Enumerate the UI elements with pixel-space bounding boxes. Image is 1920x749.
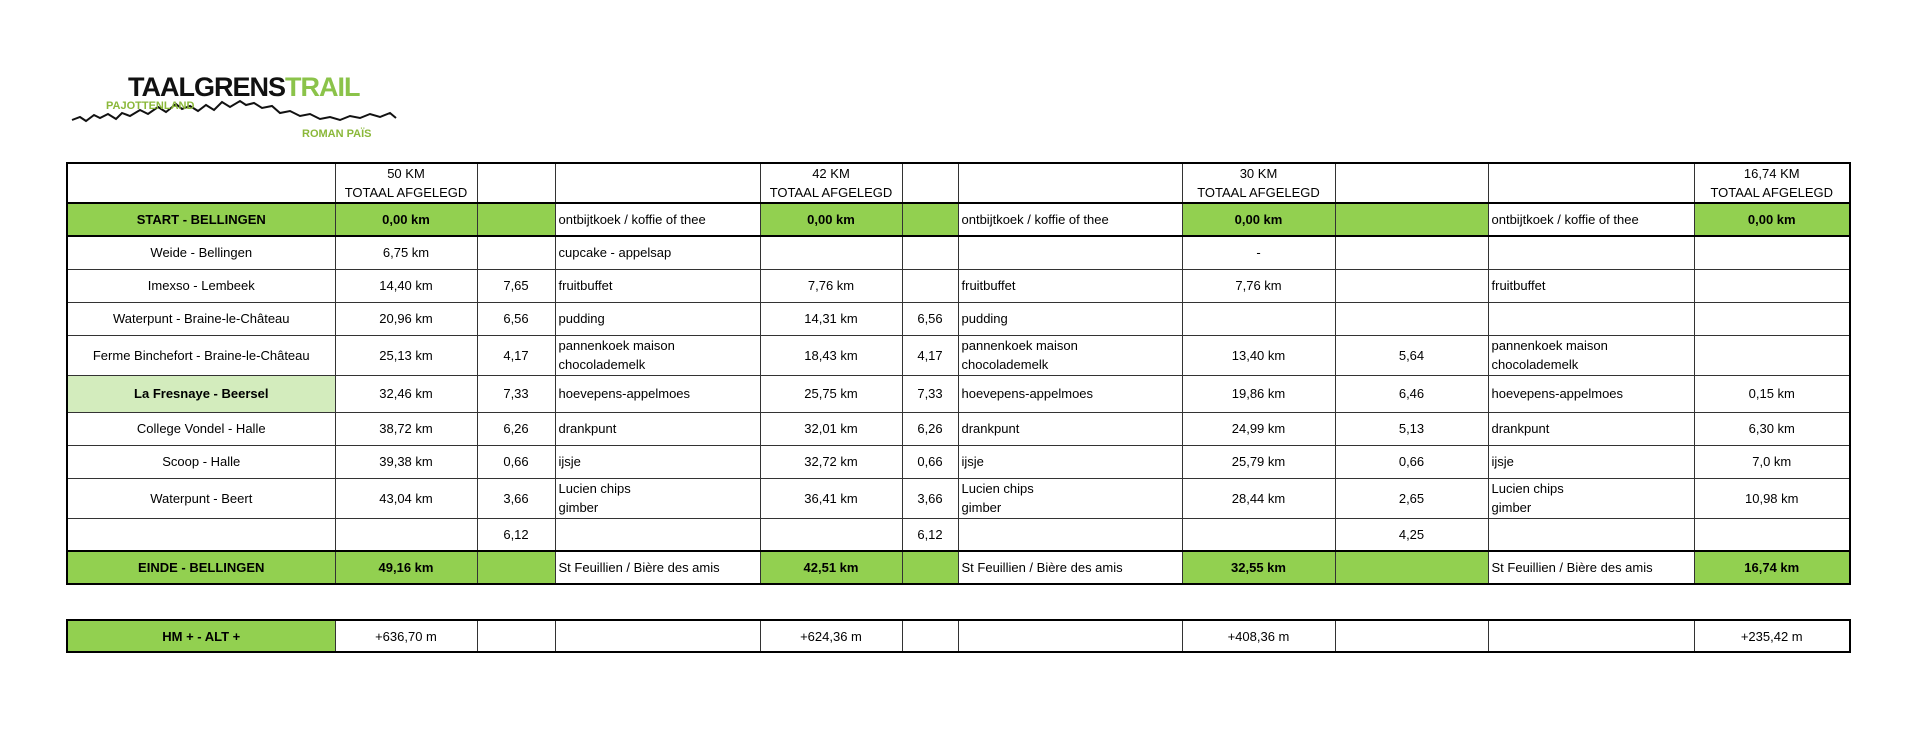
route-table: [66, 162, 1851, 585]
header-label: TOTAAL AFGELEGD: [769, 185, 893, 200]
header-km: 50 KM: [387, 166, 425, 181]
segment-30km: 6,46: [1335, 375, 1488, 412]
distance-16km: [1694, 335, 1850, 375]
distance-50km: 6,75 km: [335, 236, 477, 269]
segment-50km: 0,66: [477, 445, 555, 478]
table-row: [67, 478, 1850, 518]
table-row: [67, 335, 1850, 375]
segment-50km: 6,12: [477, 518, 555, 551]
food-42km: [958, 335, 1182, 375]
segment-42km: [902, 269, 958, 302]
distance-30km: 19,86 km: [1182, 375, 1335, 412]
empty-cell: [1488, 620, 1694, 652]
segment-30km: [1335, 203, 1488, 236]
header-empty-cell: [1488, 163, 1694, 203]
food-30km: St Feuillien / Bière des amis: [1488, 551, 1694, 584]
food-30km: ijsje: [1488, 445, 1694, 478]
segment-42km: 6,26: [902, 412, 958, 445]
header-row: [67, 163, 1850, 203]
food-42km: hoevepens-appelmoes: [958, 375, 1182, 412]
food-line: gimber: [1491, 500, 1532, 515]
header-empty-cell: [958, 163, 1182, 203]
distance-42km: 36,41 km: [760, 478, 902, 518]
distance-30km: 0,00 km: [1182, 203, 1335, 236]
elevation-table: [66, 619, 1851, 653]
distance-42km: 32,01 km: [760, 412, 902, 445]
food-line: pannenkoek maison: [961, 338, 1078, 353]
header-label: TOTAAL AFGELEGD: [344, 185, 468, 200]
logo-sub-pajottenland: PAJOTTENLAND: [106, 100, 195, 112]
distance-16km: [1694, 269, 1850, 302]
distance-30km: [1182, 302, 1335, 335]
distance-16km: 6,30 km: [1694, 412, 1850, 445]
distance-16km: 16,74 km: [1694, 551, 1850, 584]
distance-16km: 7,0 km: [1694, 445, 1850, 478]
table-row: [67, 412, 1850, 445]
empty-cell: [902, 620, 958, 652]
distance-50km: [335, 518, 477, 551]
segment-30km: [1335, 236, 1488, 269]
food-42km: ontbijtkoek / koffie of thee: [958, 203, 1182, 236]
table-row: [67, 302, 1850, 335]
segment-50km: 7,33: [477, 375, 555, 412]
segment-30km: [1335, 302, 1488, 335]
food-line: Lucien chips: [1491, 481, 1564, 496]
header-empty-cell: [477, 163, 555, 203]
header-km: 16,74 KM: [1743, 166, 1800, 181]
distance-16km: 10,98 km: [1694, 478, 1850, 518]
food-line: gimber: [558, 500, 599, 515]
empty-cell: [477, 620, 555, 652]
table-row: [67, 518, 1850, 551]
food-30km: [1488, 478, 1694, 518]
food-30km: [1488, 335, 1694, 375]
table-row: [67, 203, 1850, 236]
distance-42km: [760, 236, 902, 269]
segment-50km: 6,56: [477, 302, 555, 335]
header-empty-cell: [902, 163, 958, 203]
segment-42km: [902, 551, 958, 584]
segment-42km: 0,66: [902, 445, 958, 478]
food-42km: drankpunt: [958, 412, 1182, 445]
segment-42km: 6,12: [902, 518, 958, 551]
food-42km: pudding: [958, 302, 1182, 335]
food-30km: ontbijtkoek / koffie of thee: [1488, 203, 1694, 236]
empty-cell: [1335, 620, 1488, 652]
distance-50km: 14,40 km: [335, 269, 477, 302]
distance-30km: 32,55 km: [1182, 551, 1335, 584]
food-50km: fruitbuffet: [555, 269, 760, 302]
segment-50km: 4,17: [477, 335, 555, 375]
food-line: chocolademelk: [1491, 357, 1579, 372]
segment-30km: 5,64: [1335, 335, 1488, 375]
header-empty-cell: [1335, 163, 1488, 203]
food-line: pannenkoek maison: [558, 338, 675, 353]
distance-30km: [1182, 518, 1335, 551]
location-cell: Weide - Bellingen: [67, 236, 335, 269]
food-line: chocolademelk: [558, 357, 646, 372]
segment-50km: 3,66: [477, 478, 555, 518]
header-c42: [760, 163, 902, 203]
distance-42km: 25,75 km: [760, 375, 902, 412]
empty-cell: [958, 620, 1182, 652]
logo-title-part1: TAALGRENS: [128, 72, 285, 102]
header-label: TOTAAL AFGELEGD: [1197, 185, 1320, 200]
elevation-16km: +235,42 m: [1694, 620, 1850, 652]
segment-30km: 2,65: [1335, 478, 1488, 518]
food-30km: drankpunt: [1488, 412, 1694, 445]
segment-42km: 4,17: [902, 335, 958, 375]
distance-50km: 39,38 km: [335, 445, 477, 478]
distance-42km: 14,31 km: [760, 302, 902, 335]
location-cell: Scoop - Halle: [67, 445, 335, 478]
taalgrens-trail-logo: [70, 70, 400, 146]
distance-30km: -: [1182, 236, 1335, 269]
location-cell: Ferme Binchefort - Braine-le-Château: [67, 335, 335, 375]
header-label: TOTAAL AFGELEGD: [1710, 185, 1834, 200]
table-row: [67, 269, 1850, 302]
table-row: [67, 236, 1850, 269]
segment-50km: [477, 236, 555, 269]
segment-30km: 5,13: [1335, 412, 1488, 445]
food-50km: drankpunt: [555, 412, 760, 445]
distance-30km: 7,76 km: [1182, 269, 1335, 302]
food-50km: [555, 518, 760, 551]
segment-30km: [1335, 551, 1488, 584]
logo-sub-romanpais: ROMAN PAÏS: [302, 128, 372, 140]
logo-title-part2: TRAIL: [285, 72, 360, 102]
table-row: [67, 445, 1850, 478]
food-line: Lucien chips: [558, 481, 631, 496]
location-cell: Waterpunt - Braine-le-Château: [67, 302, 335, 335]
location-cell: [67, 518, 335, 551]
food-50km: ijsje: [555, 445, 760, 478]
distance-50km: 25,13 km: [335, 335, 477, 375]
distance-16km: [1694, 518, 1850, 551]
distance-16km: 0,00 km: [1694, 203, 1850, 236]
food-50km: cupcake - appelsap: [555, 236, 760, 269]
table-row: [67, 551, 1850, 584]
distance-16km: [1694, 236, 1850, 269]
distance-30km: 13,40 km: [1182, 335, 1335, 375]
distance-50km: 38,72 km: [335, 412, 477, 445]
segment-42km: 3,66: [902, 478, 958, 518]
segment-50km: [477, 203, 555, 236]
food-30km: [1488, 302, 1694, 335]
food-30km: [1488, 518, 1694, 551]
distance-42km: 18,43 km: [760, 335, 902, 375]
header-km: 30 KM: [1239, 166, 1278, 181]
distance-42km: 7,76 km: [760, 269, 902, 302]
table-row: [67, 375, 1850, 412]
segment-42km: [902, 203, 958, 236]
elevation-50km: +636,70 m: [335, 620, 477, 652]
elevation-30km: +408,36 m: [1182, 620, 1335, 652]
food-line: chocolademelk: [961, 357, 1049, 372]
segment-42km: 6,56: [902, 302, 958, 335]
header-c16: [1694, 163, 1850, 203]
segment-30km: [1335, 269, 1488, 302]
distance-42km: 0,00 km: [760, 203, 902, 236]
header-c50: [335, 163, 477, 203]
food-50km: St Feuillien / Bière des amis: [555, 551, 760, 584]
segment-42km: 7,33: [902, 375, 958, 412]
food-42km: [958, 518, 1182, 551]
food-42km: St Feuillien / Bière des amis: [958, 551, 1182, 584]
distance-50km: 43,04 km: [335, 478, 477, 518]
food-50km: ontbijtkoek / koffie of thee: [555, 203, 760, 236]
segment-42km: [902, 236, 958, 269]
location-cell: Imexso - Lembeek: [67, 269, 335, 302]
elevation-row: [67, 620, 1850, 652]
elevation-42km: +624,36 m: [760, 620, 902, 652]
food-30km: hoevepens-appelmoes: [1488, 375, 1694, 412]
distance-30km: 24,99 km: [1182, 412, 1335, 445]
segment-50km: 6,26: [477, 412, 555, 445]
food-50km: hoevepens-appelmoes: [555, 375, 760, 412]
header-km: 42 KM: [812, 166, 850, 181]
distance-16km: [1694, 302, 1850, 335]
food-50km: [555, 335, 760, 375]
food-line: pannenkoek maison: [1491, 338, 1608, 353]
segment-30km: 4,25: [1335, 518, 1488, 551]
food-30km: fruitbuffet: [1488, 269, 1694, 302]
food-line: Lucien chips: [961, 481, 1034, 496]
food-30km: [1488, 236, 1694, 269]
segment-50km: 7,65: [477, 269, 555, 302]
distance-42km: 32,72 km: [760, 445, 902, 478]
food-42km: [958, 478, 1182, 518]
food-42km: fruitbuffet: [958, 269, 1182, 302]
distance-30km: 28,44 km: [1182, 478, 1335, 518]
empty-cell: [555, 620, 760, 652]
location-cell: Waterpunt - Beert: [67, 478, 335, 518]
location-cell: START - BELLINGEN: [67, 203, 335, 236]
food-50km: pudding: [555, 302, 760, 335]
segment-50km: [477, 551, 555, 584]
location-cell: College Vondel - Halle: [67, 412, 335, 445]
distance-16km: 0,15 km: [1694, 375, 1850, 412]
header-empty-cell: [67, 163, 335, 203]
header-c30: [1182, 163, 1335, 203]
food-50km: [555, 478, 760, 518]
location-cell: La Fresnaye - Beersel: [67, 375, 335, 412]
food-42km: ijsje: [958, 445, 1182, 478]
distance-50km: 49,16 km: [335, 551, 477, 584]
distance-50km: 20,96 km: [335, 302, 477, 335]
distance-30km: 25,79 km: [1182, 445, 1335, 478]
food-42km: [958, 236, 1182, 269]
distance-50km: 32,46 km: [335, 375, 477, 412]
elevation-label: HM + - ALT +: [67, 620, 335, 652]
distance-50km: 0,00 km: [335, 203, 477, 236]
segment-30km: 0,66: [1335, 445, 1488, 478]
distance-42km: [760, 518, 902, 551]
distance-42km: 42,51 km: [760, 551, 902, 584]
location-cell: EINDE - BELLINGEN: [67, 551, 335, 584]
food-line: gimber: [961, 500, 1002, 515]
header-empty-cell: [555, 163, 760, 203]
